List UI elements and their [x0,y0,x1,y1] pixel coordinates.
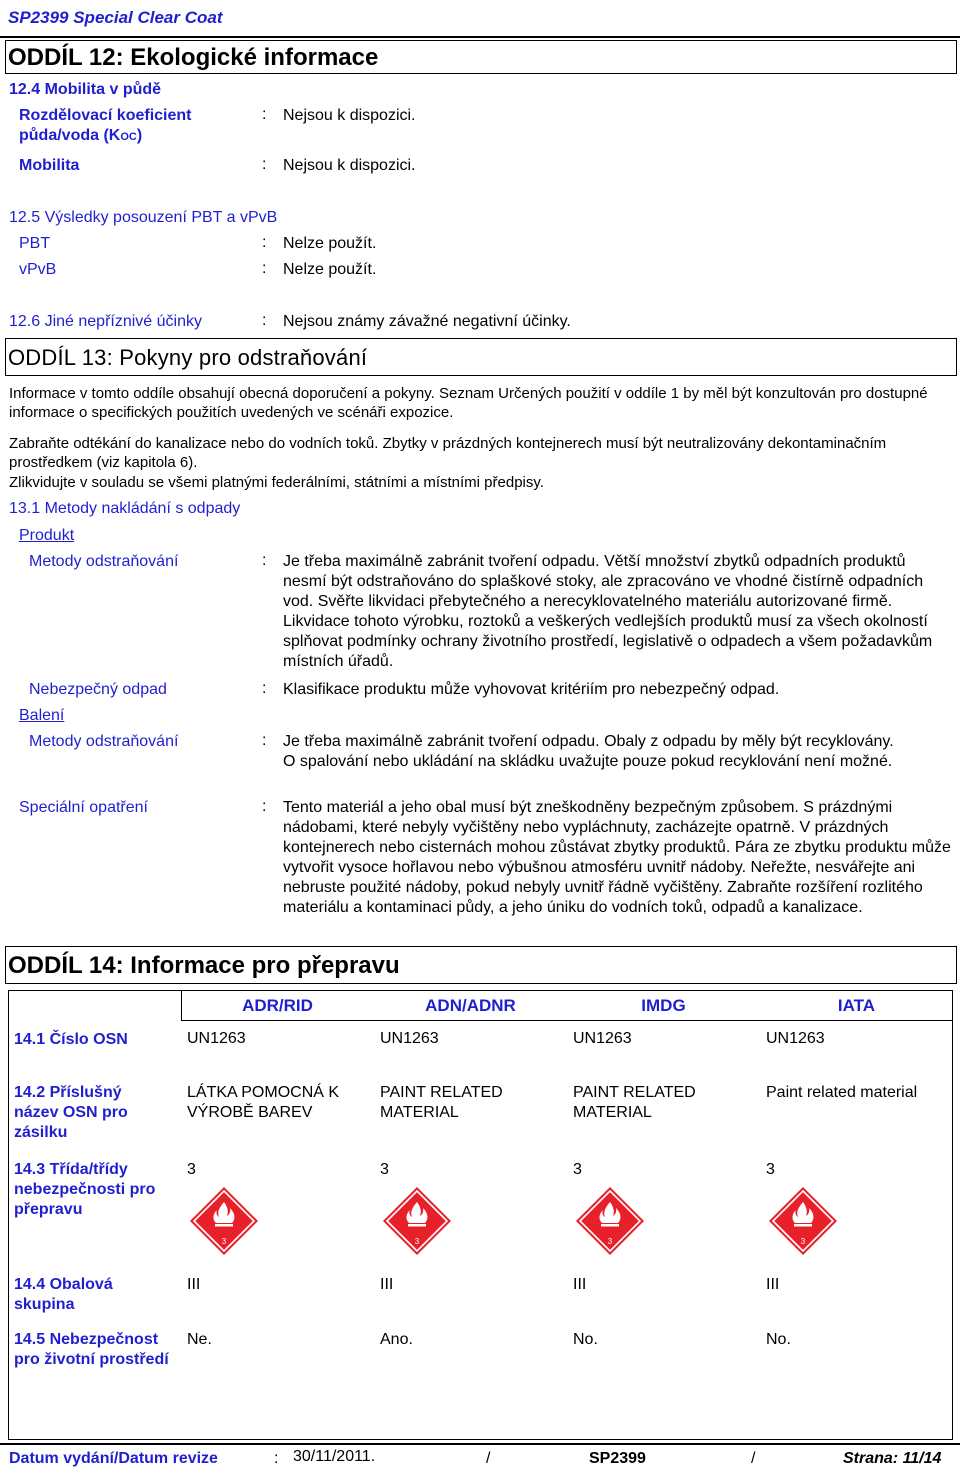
baleni-heading: Balení [19,707,65,724]
svg-text:3: 3 [800,1237,806,1246]
r3-imdg: 3 [573,1161,582,1178]
r4-adr: III [187,1276,201,1293]
row-label-14-5: 14.5 Nebezpečnost pro životní prostředí [14,1331,169,1368]
nebezpecny-value: Klasifikace produktu může vyhovovat kritériím pro nebezpečný odpad. [283,681,780,698]
r3-iata: 3 [766,1161,775,1178]
footer-page: Strana: 11/14 [843,1450,942,1467]
r2-iata: Paint related material [766,1084,918,1101]
pbt-colon: : [262,234,267,251]
subsection-12-5: 12.5 Výsledky posouzení PBT a vPvB [9,209,278,226]
vpvb-label: vPvB [19,261,57,278]
hazard-diamond-adn [382,1186,452,1261]
koc-colon: : [262,106,267,123]
hazard-diamond-iata [768,1186,838,1261]
s126-colon: : [262,312,267,329]
vpvb-value: Nelze použít. [283,261,377,278]
metody-2-colon: : [262,732,267,749]
col-header-adn: ADN/ADNR [425,996,516,1015]
r2-adn: PAINT RELATED MATERIAL [380,1084,503,1121]
header-rule [0,36,960,38]
koc-label: Rozdělovací koeficient půda/voda (KOC) [19,107,192,144]
subsection-13-1: 13.1 Metody nakládání s odpady [9,500,241,517]
metody-2-value: Je třeba maximálně zabránit tvoření odpadu. Obaly z odpadu by měly být recyklovány. O spalování nebo ukládání na skládku uvažujte pouze pokud recyklování není možné. [283,733,894,770]
footer-slash-2: / [751,1450,756,1467]
subsection-12-6: 12.6 Jiné nepříznivé účinky [9,313,202,330]
col-header-adr: ADR/RID [242,996,313,1015]
row-label-14-1: 14.1 Číslo OSN [14,1031,128,1048]
subsection-12-4: 12.4 Mobilita v půdě [9,81,162,98]
col-header-iata: IATA [837,996,876,1015]
footer-date: 30/11/2011. [293,1448,376,1465]
mobilita-colon: : [262,156,267,173]
r5-imdg: No. [573,1331,598,1348]
row-label-14-4: 14.4 Obalová skupina [14,1276,113,1313]
special-colon: : [262,798,267,815]
section-12-title: ODDÍL 12: Ekologické informace [8,44,379,71]
footer-code: SP2399 [589,1450,646,1467]
r1-iata: UN1263 [766,1030,825,1047]
r3-adn: 3 [380,1161,389,1178]
nebezpecny-colon: : [262,680,267,697]
r4-imdg: III [573,1276,587,1293]
footer-date-label: Datum vydání/Datum revize [9,1450,218,1467]
pbt-value: Nelze použít. [283,235,377,252]
special-value: Tento materiál a jeho obal musí být zneškodněny bezpečným způsobem. S prázdnými nádobami, které nebyly vyčištěny nebo vypláchnuty, zacházejte opatrně. V prázdných kontejnerech nebo cisternách mohou zůstávat zbytky produktů. Pára ze zbytku produktu může vytvořit vysoce hořlavou nebo výbušnou atmosféru uvnitř nádoby. Neřežte, nesvářejte ani nebruste použité nádoby, pokud nebyly uvnitř řádně vyčištěny. Zabraňte rozšíření rozlitého materiálu a kontaminaci půdy, a jeho úniku do vodních toků, odpadů a kanalizace. [283,799,951,916]
koc-value: Nejsou k dispozici. [283,107,416,124]
svg-text:3: 3 [221,1237,227,1246]
r1-adr: UN1263 [187,1030,246,1047]
sec13-paragraph-1: Informace v tomto oddíle obsahují obecná doporučení a pokyny. Seznam Určených použití v oddíle 1 by měl být konzultován pro dostupné informace o specifických použitích uvedených ve scénáři expozice. [9,385,928,421]
svg-text:3: 3 [414,1237,420,1246]
hazard-diamond-adr [189,1186,259,1261]
col-header-imdg: IMDG [641,996,686,1015]
special-label: Speciální opatření [19,799,148,816]
sec13-paragraph-3: Zlikvidujte v souladu se všemi platnými federálními, státními a místními předpisy. [9,474,544,491]
row-label-14-2: 14.2 Příslušný název OSN pro zásilku [14,1084,128,1141]
sec13-paragraph-2: Zabraňte odtékání do kanalizace nebo do vodních toků. Zbytky v prázdných kontejnerech musí být neutralizovány dekontaminačním prostředkem (viz kapitola 6). [9,435,887,471]
produkt-heading: Produkt [19,527,75,544]
document-header-title: SP2399 Special Clear Coat [8,8,223,27]
footer-colon: : [274,1450,279,1467]
mobilita-value: Nejsou k dispozici. [283,157,416,174]
r1-adn: UN1263 [380,1030,439,1047]
row-label-14-3: 14.3 Třída/třídy nebezpečnosti pro přepravu [14,1161,156,1218]
r3-adr: 3 [187,1161,196,1178]
vpvb-colon: : [262,260,267,277]
s126-value: Nejsou známy závažné negativní účinky. [283,313,571,330]
mobilita-label: Mobilita [19,157,80,174]
r4-iata: III [766,1276,780,1293]
r5-adn: Ano. [380,1331,413,1348]
section-13-title: ODDÍL 13: Pokyny pro odstraňování [8,345,368,370]
r2-imdg: PAINT RELATED MATERIAL [573,1084,696,1121]
r2-adr: LÁTKA POMOCNÁ K VÝROBĚ BAREV [187,1084,340,1121]
r5-adr: Ne. [187,1331,212,1348]
nebezpecny-label: Nebezpečný odpad [29,681,167,698]
svg-text:3: 3 [607,1237,613,1246]
r1-imdg: UN1263 [573,1030,632,1047]
metody-1-colon: : [262,552,267,569]
footer-rule [0,1443,960,1445]
section-14-title: ODDÍL 14: Informace pro přepravu [8,952,400,979]
metody-1-label: Metody odstraňování [29,553,179,570]
hazard-diamond-imdg [575,1186,645,1261]
metody-1-value: Je třeba maximálně zabránit tvoření odpadu. Větší množství zbytků odpadních produktů nesmí být odstraňováno do splaškové stoky, ale zpracováno ve vhodné čistírně odpadních vod. Svěřte likvidaci přebytečného a nerecyklovatelného materiálu autorizované firmě. Likvidace tohoto výrobku, roztoků a veškerých vedlejších produktů musí za všech okolností splňovat podmínky ochrany životního prostředí, legislativě o odpadech a všem požadavkům místních úřadů. [283,553,933,670]
r5-iata: No. [766,1331,791,1348]
metody-2-label: Metody odstraňování [29,733,179,750]
pbt-label: PBT [19,235,51,252]
footer-slash-1: / [486,1450,491,1467]
r4-adn: III [380,1276,394,1293]
